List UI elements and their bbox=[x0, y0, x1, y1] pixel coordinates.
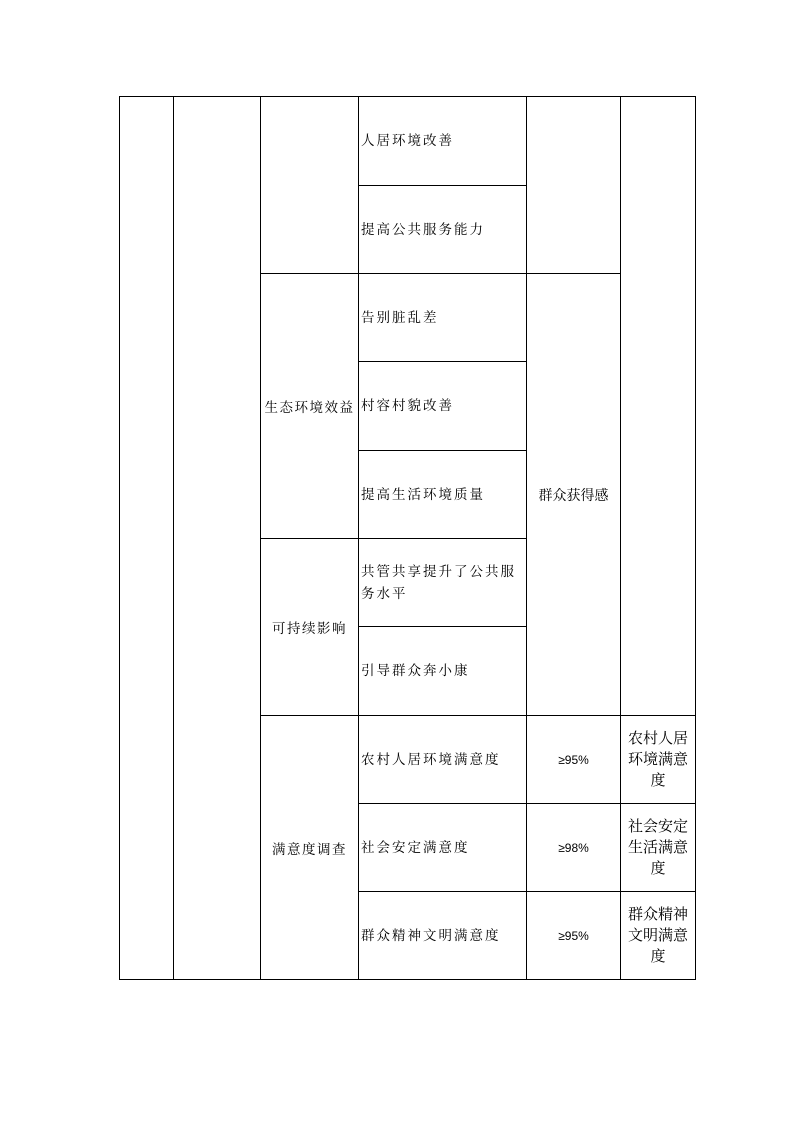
indicator-label: 提高生活环境质量 bbox=[361, 486, 485, 503]
indicator-cell bbox=[359, 186, 526, 273]
indicator-cell bbox=[359, 274, 526, 361]
indicator-cell bbox=[359, 716, 526, 803]
value-label: ≥98% bbox=[558, 840, 589, 855]
category-label: 可持续影响 bbox=[272, 621, 347, 637]
table-border-left bbox=[119, 96, 120, 980]
note-label: 群众精神文明满意度 bbox=[627, 905, 688, 965]
value-cell bbox=[527, 892, 620, 979]
category-label: 生态环境效益 bbox=[264, 400, 355, 416]
indicator-cell bbox=[359, 892, 526, 979]
table-border-bottom bbox=[119, 979, 696, 980]
value-cell bbox=[527, 804, 620, 891]
merged-value-label: 群众获得感 bbox=[538, 487, 609, 504]
indicator-cell bbox=[359, 539, 526, 626]
indicator-cell bbox=[359, 362, 526, 450]
note-cell bbox=[621, 804, 695, 891]
table-col-divider bbox=[173, 96, 174, 980]
category-cell-ecology bbox=[261, 274, 358, 538]
indicator-label: 村容村貌改善 bbox=[361, 398, 454, 414]
note-label: 农村人居环境满意度 bbox=[627, 729, 688, 789]
indicator-label: 人居环境改善 bbox=[361, 133, 454, 149]
indicator-label: 提高公共服务能力 bbox=[361, 221, 485, 238]
note-cell bbox=[621, 892, 695, 979]
value-label: ≥95% bbox=[558, 752, 589, 767]
indicator-label: 农村人居环境满意度 bbox=[361, 751, 501, 768]
indicator-label: 社会安定满意度 bbox=[361, 839, 470, 856]
value-cell bbox=[527, 716, 620, 803]
note-label: 社会安定生活满意度 bbox=[627, 817, 688, 877]
indicator-cell bbox=[359, 804, 526, 891]
indicator-cell bbox=[359, 97, 526, 185]
category-label: 满意度调查 bbox=[272, 841, 347, 858]
indicator-label: 共管共享提升了公共服务水平 bbox=[361, 563, 516, 602]
indicator-label: 群众精神文明满意度 bbox=[361, 927, 501, 944]
category-cell-sustainable bbox=[261, 539, 358, 715]
indicator-cell bbox=[359, 451, 526, 538]
indicator-label: 引导群众奔小康 bbox=[361, 663, 470, 679]
category-cell-satisfaction bbox=[261, 716, 358, 979]
table-border-right bbox=[695, 96, 696, 980]
merged-value-cell bbox=[527, 274, 620, 715]
value-label: ≥95% bbox=[558, 928, 589, 943]
indicator-label: 告别脏乱差 bbox=[361, 309, 439, 326]
indicator-cell bbox=[359, 627, 526, 715]
note-cell bbox=[621, 716, 695, 803]
